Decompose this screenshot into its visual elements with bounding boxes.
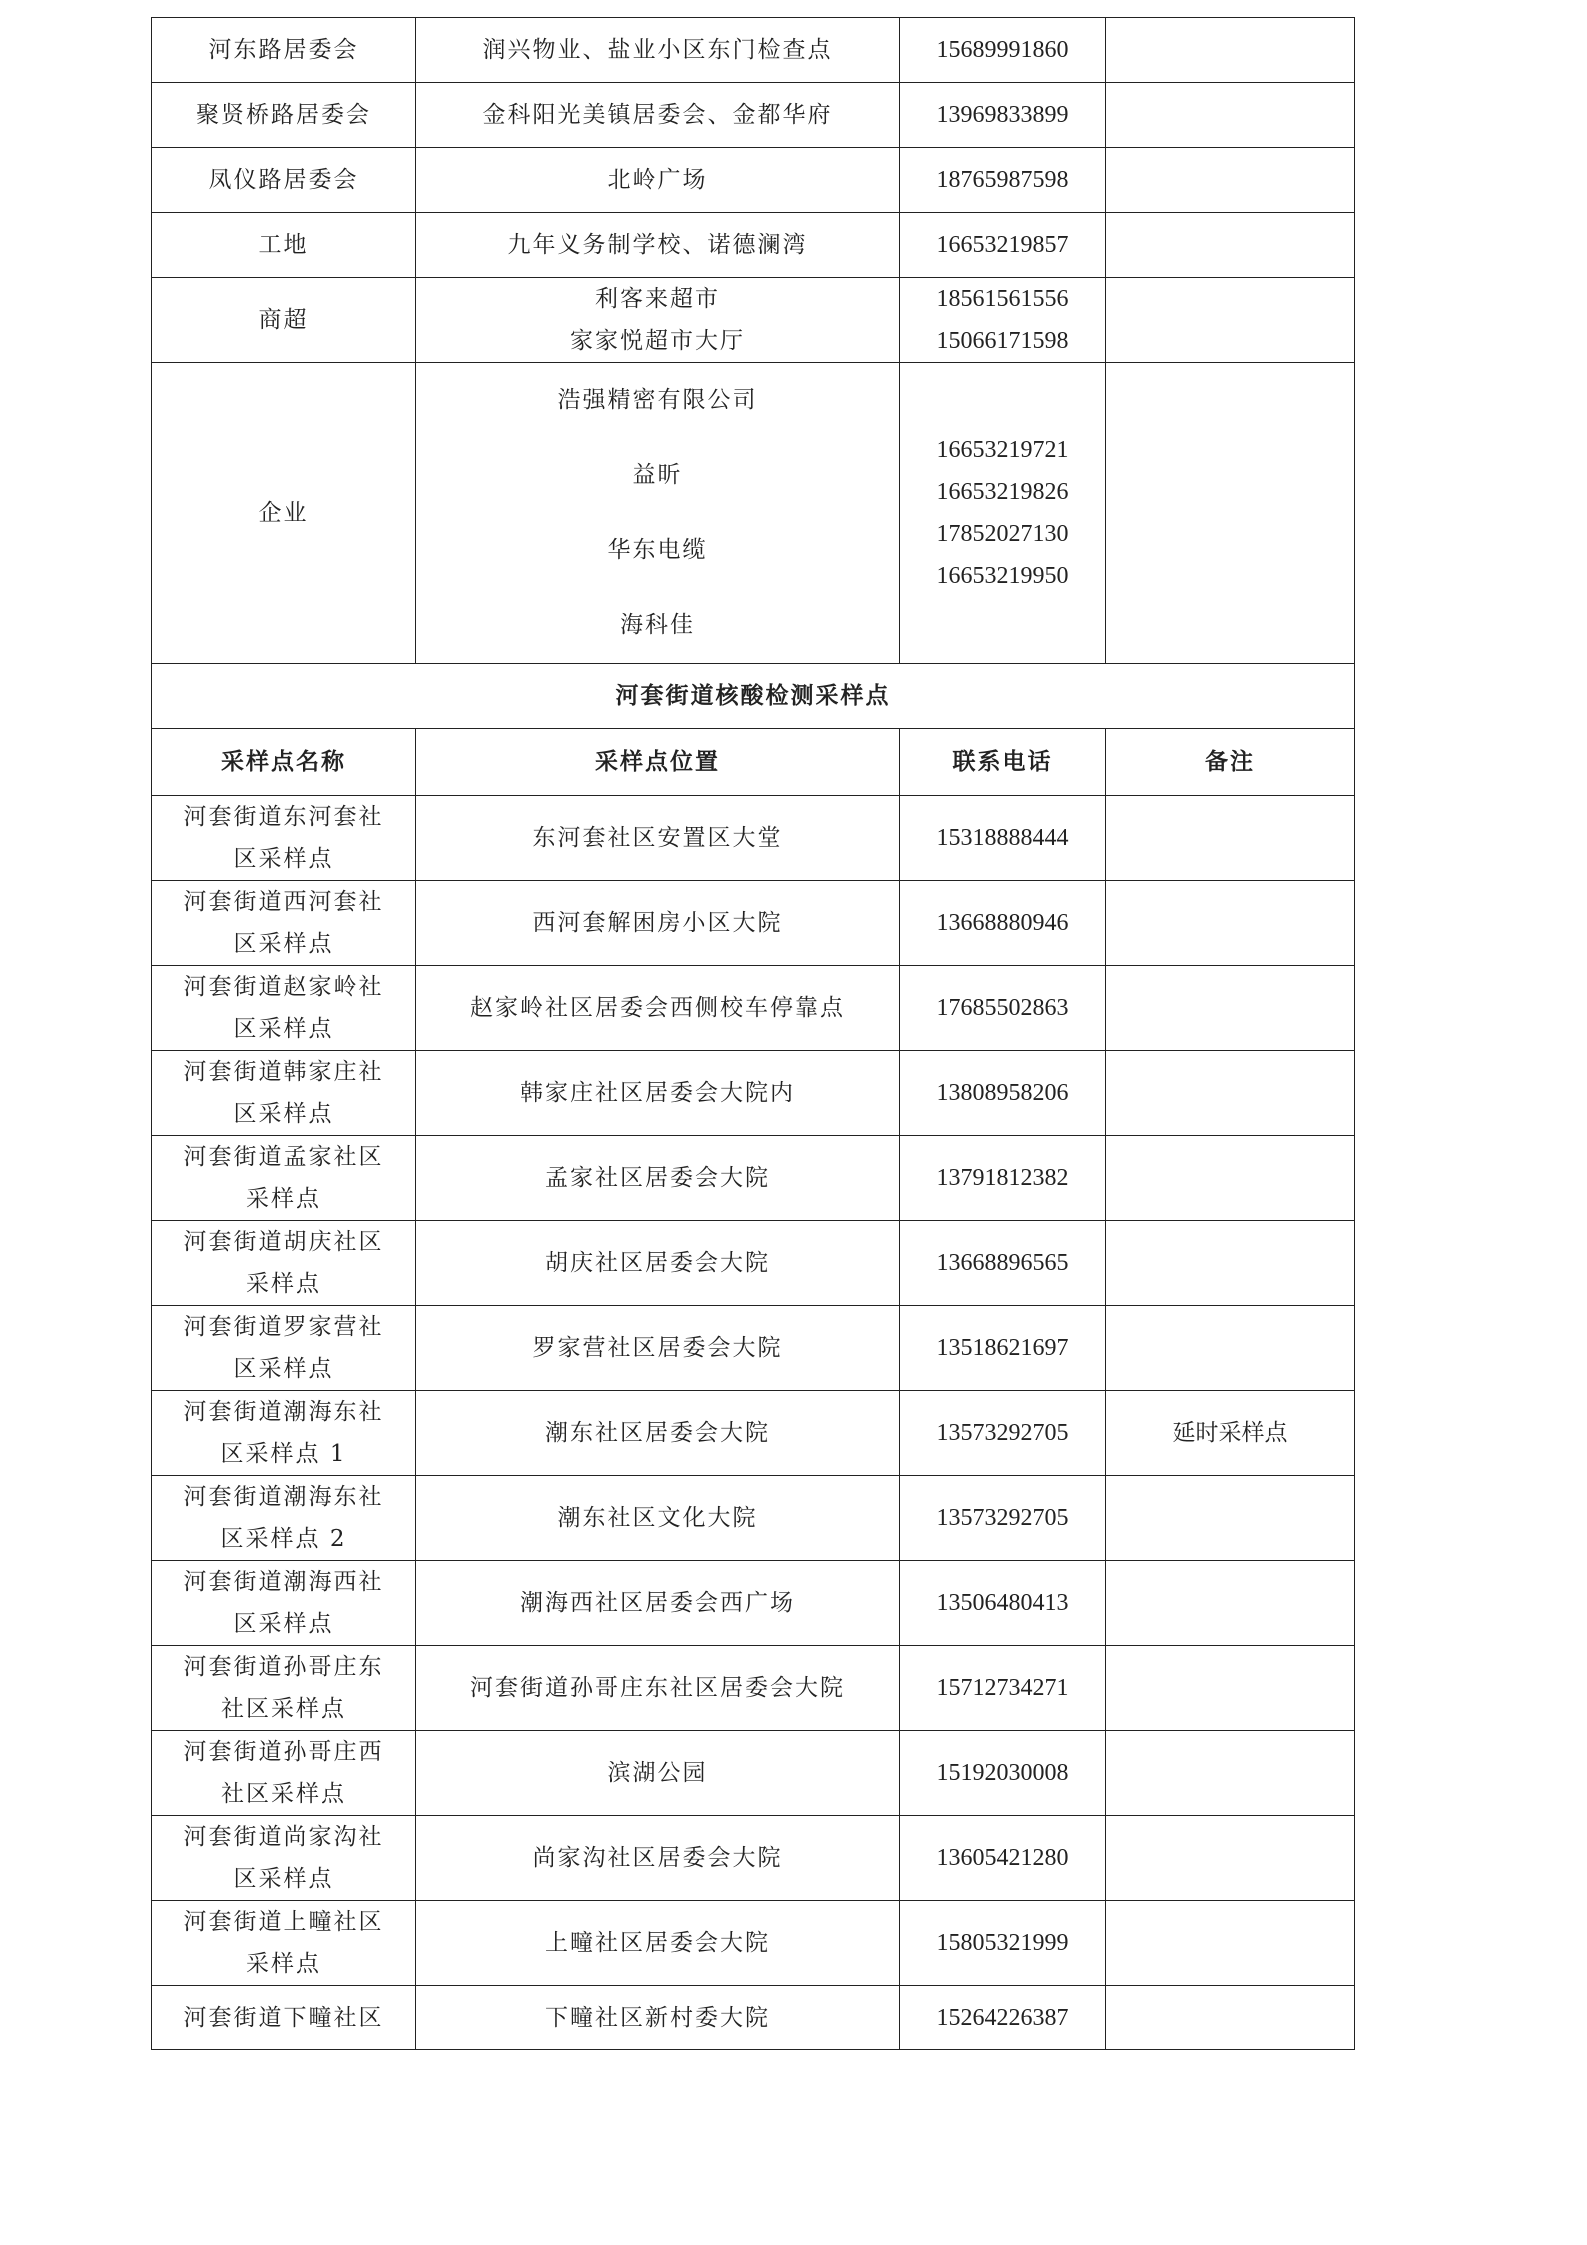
site-location-line: 海科佳 bbox=[620, 612, 695, 638]
sampling-name-cell bbox=[152, 881, 416, 966]
header-location: 采样点位置 bbox=[416, 729, 900, 796]
sampling-phone-cell: 13573292705 bbox=[900, 1391, 1106, 1476]
site-phone-cell: 13969833899 bbox=[900, 83, 1106, 148]
site-phone-cell bbox=[900, 278, 1106, 363]
sampling-name-line: 河套街道赵家岭社 bbox=[183, 974, 384, 1000]
sampling-phone-cell: 13605421280 bbox=[900, 1816, 1106, 1901]
sampling-name-line: 河套街道罗家营社 bbox=[183, 1314, 384, 1340]
sampling-name-line: 区采样点 2 bbox=[220, 1526, 347, 1552]
sampling-name-cell bbox=[152, 1391, 416, 1476]
table-row bbox=[152, 966, 1355, 1051]
sampling-phone-cell: 13506480413 bbox=[900, 1561, 1106, 1646]
site-location-line: 浩强精密有限公司 bbox=[557, 387, 758, 413]
site-phone-line: 16653219950 bbox=[936, 563, 1069, 589]
sampling-name-cell bbox=[152, 1901, 416, 1986]
sampling-note-cell bbox=[1106, 1646, 1355, 1731]
site-note-cell bbox=[1106, 148, 1355, 213]
sampling-name-line: 河套街道上疃社区 bbox=[183, 1909, 384, 1935]
site-phone-cell: 16653219857 bbox=[900, 213, 1106, 278]
site-phone-line: 18561561556 bbox=[936, 286, 1069, 312]
sampling-note-cell bbox=[1106, 1731, 1355, 1816]
table-row bbox=[152, 881, 1355, 966]
site-location-line: 利客来超市 bbox=[595, 286, 720, 312]
section-title-row bbox=[152, 664, 1355, 729]
sampling-name-line: 社区采样点 bbox=[221, 1781, 346, 1807]
site-location-cell bbox=[416, 278, 900, 363]
table-row bbox=[152, 1306, 1355, 1391]
sampling-name-cell bbox=[152, 1476, 416, 1561]
site-name-cell: 河东路居委会 bbox=[152, 18, 416, 83]
sampling-phone-cell: 15712734271 bbox=[900, 1646, 1106, 1731]
sampling-name-line: 区采样点 bbox=[233, 1866, 334, 1892]
site-name-cell: 聚贤桥路居委会 bbox=[152, 83, 416, 148]
sampling-name-line: 河套街道孙哥庄东 bbox=[183, 1654, 384, 1680]
site-note-cell bbox=[1106, 83, 1355, 148]
sampling-location-cell: 河套街道孙哥庄东社区居委会大院 bbox=[416, 1646, 900, 1731]
sampling-note-cell bbox=[1106, 1136, 1355, 1221]
sampling-name-line: 社区采样点 bbox=[221, 1696, 346, 1722]
sampling-name-line: 河套街道胡庆社区 bbox=[183, 1229, 384, 1255]
sampling-location-cell: 潮东社区居委会大院 bbox=[416, 1391, 900, 1476]
site-note-cell bbox=[1106, 363, 1355, 664]
sampling-phone-cell: 13518621697 bbox=[900, 1306, 1106, 1391]
sampling-phone-cell: 13791812382 bbox=[900, 1136, 1106, 1221]
sampling-name-cell bbox=[152, 1561, 416, 1646]
table-row bbox=[152, 1731, 1355, 1816]
table-row bbox=[152, 796, 1355, 881]
site-phone-cell bbox=[900, 363, 1106, 664]
sampling-phone-cell: 13668880946 bbox=[900, 881, 1106, 966]
table-row bbox=[152, 1901, 1355, 1986]
sampling-name-cell bbox=[152, 1731, 416, 1816]
table-row bbox=[152, 1136, 1355, 1221]
table-row bbox=[152, 1646, 1355, 1731]
sampling-note-cell bbox=[1106, 1476, 1355, 1561]
sampling-name-cell bbox=[152, 1306, 416, 1391]
site-location-cell: 九年义务制学校、诺德澜湾 bbox=[416, 213, 900, 278]
sampling-name-cell bbox=[152, 1986, 416, 2050]
sampling-phone-cell: 15805321999 bbox=[900, 1901, 1106, 1986]
sampling-phone-cell: 15264226387 bbox=[900, 1986, 1106, 2050]
sampling-name-cell bbox=[152, 1136, 416, 1221]
sampling-note-cell bbox=[1106, 1306, 1355, 1391]
sampling-name-cell bbox=[152, 1646, 416, 1731]
sampling-location-cell: 胡庆社区居委会大院 bbox=[416, 1221, 900, 1306]
section-title: 河套街道核酸检测采样点 bbox=[152, 664, 1355, 729]
sampling-location-cell: 赵家岭社区居委会西侧校车停靠点 bbox=[416, 966, 900, 1051]
site-note-cell bbox=[1106, 213, 1355, 278]
sampling-name-line: 区采样点 bbox=[233, 1016, 334, 1042]
sampling-note-cell bbox=[1106, 1051, 1355, 1136]
sampling-note-cell bbox=[1106, 1561, 1355, 1646]
site-name-cell: 商超 bbox=[152, 278, 416, 363]
sampling-note-cell bbox=[1106, 1221, 1355, 1306]
sampling-phone-cell: 15318888444 bbox=[900, 796, 1106, 881]
sampling-note-cell bbox=[1106, 966, 1355, 1051]
table-row bbox=[152, 1986, 1355, 2050]
table-row bbox=[152, 363, 1355, 664]
sampling-location-cell: 潮海西社区居委会西广场 bbox=[416, 1561, 900, 1646]
header-note: 备注 bbox=[1106, 729, 1355, 796]
sampling-name-line: 河套街道尚家沟社 bbox=[183, 1824, 384, 1850]
sampling-points-table bbox=[151, 17, 1355, 2050]
table-row bbox=[152, 1391, 1355, 1476]
site-location-cell: 北岭广场 bbox=[416, 148, 900, 213]
sampling-name-line: 区采样点 bbox=[233, 1611, 334, 1637]
sampling-name-cell bbox=[152, 1221, 416, 1306]
table-row bbox=[152, 148, 1355, 213]
sampling-name-line: 河套街道西河套社 bbox=[183, 889, 384, 915]
table-row bbox=[152, 1221, 1355, 1306]
site-location-line: 益昕 bbox=[632, 462, 683, 488]
sampling-phone-cell: 13808958206 bbox=[900, 1051, 1106, 1136]
site-name-cell: 工地 bbox=[152, 213, 416, 278]
sampling-phone-cell: 15192030008 bbox=[900, 1731, 1106, 1816]
header-row bbox=[152, 729, 1355, 796]
site-phone-cell: 18765987598 bbox=[900, 148, 1106, 213]
sampling-note-cell bbox=[1106, 1986, 1355, 2050]
sampling-name-line: 采样点 bbox=[246, 1951, 321, 1977]
sampling-phone-cell: 17685502863 bbox=[900, 966, 1106, 1051]
site-location-line: 家家悦超市大厅 bbox=[570, 328, 745, 354]
table-row bbox=[152, 1051, 1355, 1136]
sampling-note-cell bbox=[1106, 1816, 1355, 1901]
header-phone: 联系电话 bbox=[900, 729, 1106, 796]
sampling-note-cell bbox=[1106, 881, 1355, 966]
sampling-location-cell: 滨湖公园 bbox=[416, 1731, 900, 1816]
sampling-location-cell: 上疃社区居委会大院 bbox=[416, 1901, 900, 1986]
sampling-name-line: 区采样点 bbox=[233, 1356, 334, 1382]
site-note-cell bbox=[1106, 18, 1355, 83]
site-name-cell: 凤仪路居委会 bbox=[152, 148, 416, 213]
sampling-phone-cell: 13668896565 bbox=[900, 1221, 1106, 1306]
sampling-name-line: 采样点 bbox=[246, 1186, 321, 1212]
sampling-name-line: 河套街道东河套社 bbox=[183, 804, 384, 830]
sampling-note-cell bbox=[1106, 1901, 1355, 1986]
sampling-note-cell: 延时采样点 bbox=[1106, 1391, 1355, 1476]
sampling-location-cell: 下疃社区新村委大院 bbox=[416, 1986, 900, 2050]
sampling-name-line: 河套街道孟家社区 bbox=[183, 1144, 384, 1170]
table-row bbox=[152, 278, 1355, 363]
sampling-name-line: 区采样点 bbox=[233, 846, 334, 872]
sampling-name-line: 区采样点 bbox=[233, 931, 334, 957]
sampling-name-cell bbox=[152, 966, 416, 1051]
site-location-cell: 金科阳光美镇居委会、金都华府 bbox=[416, 83, 900, 148]
sampling-location-cell: 罗家营社区居委会大院 bbox=[416, 1306, 900, 1391]
header-name: 采样点名称 bbox=[152, 729, 416, 796]
sampling-note-cell bbox=[1106, 796, 1355, 881]
sampling-name-line: 河套街道孙哥庄西 bbox=[183, 1739, 384, 1765]
table-row bbox=[152, 18, 1355, 83]
site-location-cell: 润兴物业、盐业小区东门检查点 bbox=[416, 18, 900, 83]
sampling-name-line: 河套街道潮海东社 bbox=[183, 1399, 384, 1425]
table-row bbox=[152, 83, 1355, 148]
table-row bbox=[152, 1561, 1355, 1646]
sampling-name-cell bbox=[152, 796, 416, 881]
sampling-name-line: 河套街道潮海西社 bbox=[183, 1569, 384, 1595]
table-row bbox=[152, 213, 1355, 278]
sampling-location-cell: 东河套社区安置区大堂 bbox=[416, 796, 900, 881]
sampling-location-cell: 孟家社区居委会大院 bbox=[416, 1136, 900, 1221]
sampling-location-cell: 韩家庄社区居委会大院内 bbox=[416, 1051, 900, 1136]
site-location-line: 华东电缆 bbox=[607, 537, 708, 563]
sampling-name-cell bbox=[152, 1816, 416, 1901]
site-phone-line: 16653219721 bbox=[936, 437, 1069, 463]
sampling-location-cell: 西河套解困房小区大院 bbox=[416, 881, 900, 966]
sampling-location-cell: 潮东社区文化大院 bbox=[416, 1476, 900, 1561]
sampling-name-line: 河套街道下疃社区 bbox=[183, 2004, 384, 2031]
site-name-cell: 企业 bbox=[152, 363, 416, 664]
sampling-name-line: 区采样点 bbox=[233, 1101, 334, 1127]
sampling-name-line: 河套街道潮海东社 bbox=[183, 1484, 384, 1510]
site-phone-line: 15066171598 bbox=[936, 328, 1069, 354]
site-phone-line: 16653219826 bbox=[936, 479, 1069, 505]
sampling-name-line: 区采样点 1 bbox=[220, 1441, 347, 1467]
sampling-location-cell: 尚家沟社区居委会大院 bbox=[416, 1816, 900, 1901]
sampling-phone-cell: 13573292705 bbox=[900, 1476, 1106, 1561]
site-location-cell bbox=[416, 363, 900, 664]
site-note-cell bbox=[1106, 278, 1355, 363]
site-phone-line: 17852027130 bbox=[936, 521, 1069, 547]
table-row bbox=[152, 1476, 1355, 1561]
sampling-name-cell bbox=[152, 1051, 416, 1136]
sampling-name-line: 采样点 bbox=[246, 1271, 321, 1297]
table-row bbox=[152, 1816, 1355, 1901]
sampling-name-line: 河套街道韩家庄社 bbox=[183, 1059, 384, 1085]
site-phone-cell: 15689991860 bbox=[900, 18, 1106, 83]
